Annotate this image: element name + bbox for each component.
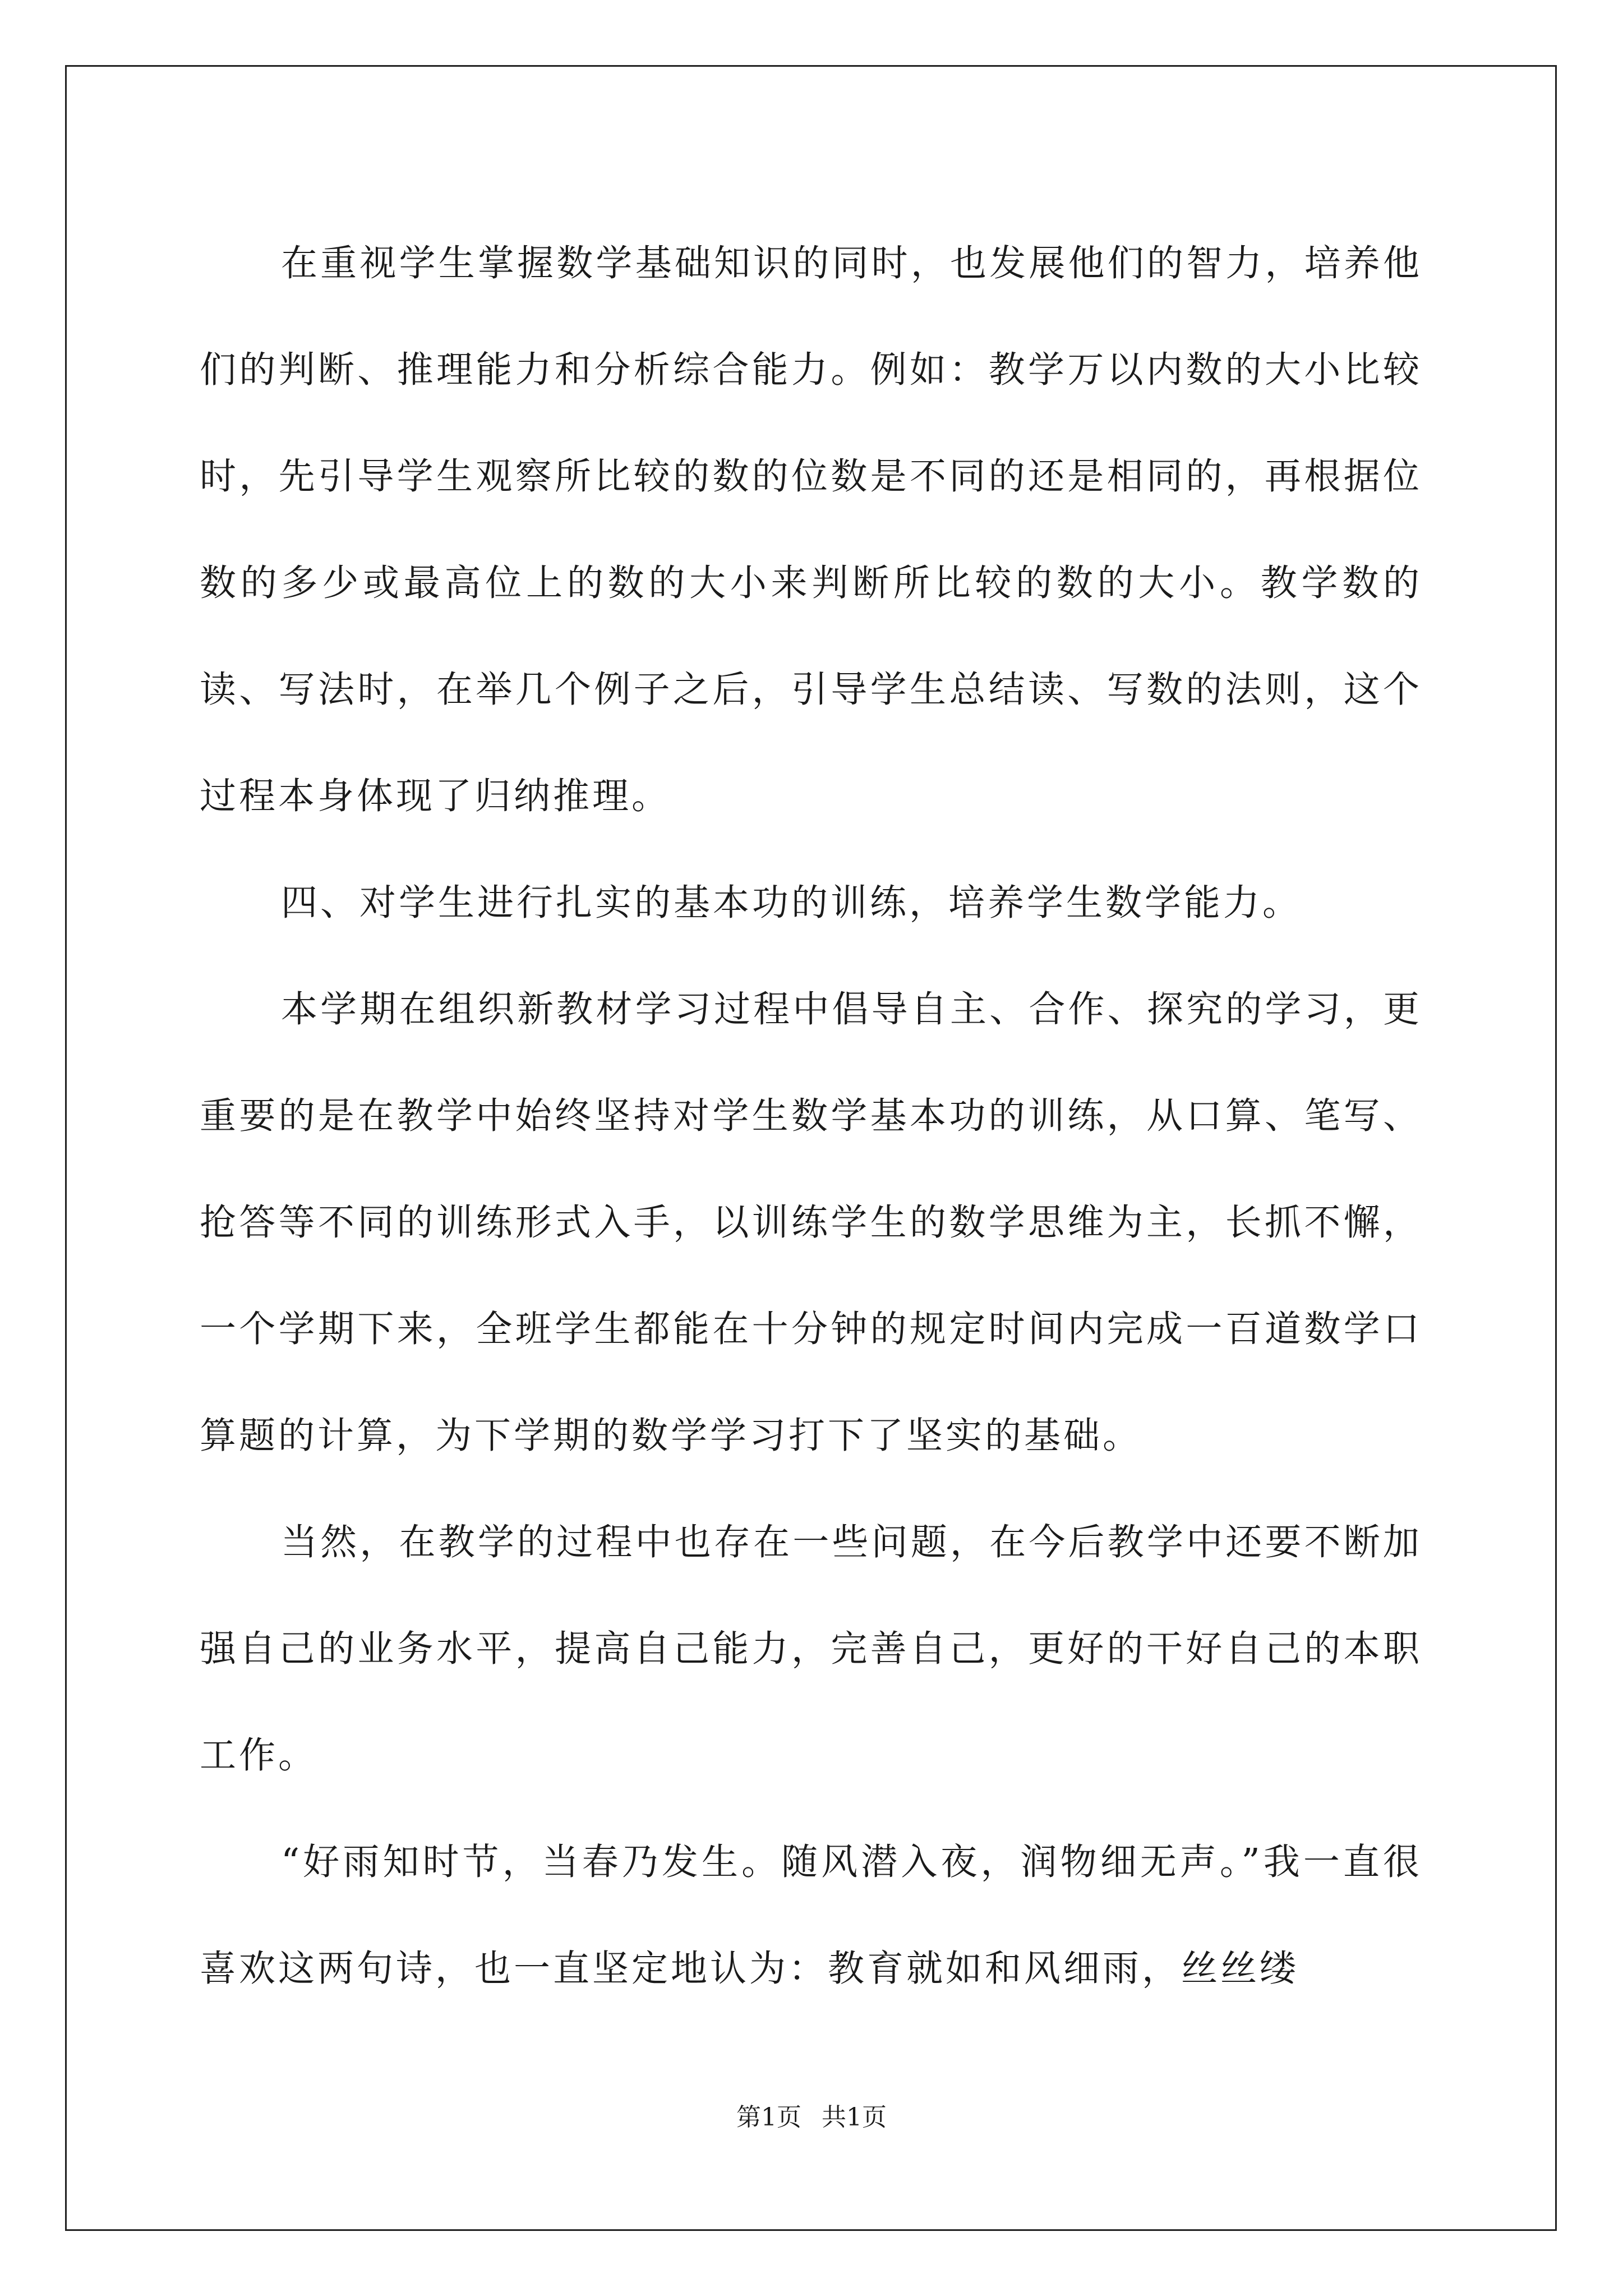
- page-total: 共1页: [822, 2103, 887, 2132]
- paragraph: 在重视学生掌握数学基础知识的同时，也发展他们的智力，培养他们的判断、推理能力和分析综合能力。例如：教学万以内数的大小比较时，先引导学生观察所比较的数的位数是不同的还是相同的，再根据位数的多少或最高位上的数的大小来判断所比较的数的大小。教学数的读、写法时，在举几个例子之后，引导学生总结读、写数的法则，这个过程本身体现了归纳推理。: [200, 242, 1422, 817]
- paragraph: 当然，在教学的过程中也存在一些问题，在今后教学中还要不断加强自己的业务水平，提高自己能力，完善自己，更好的干好自己的本职工作。: [200, 1521, 1422, 1777]
- document-body: [200, 210, 1422, 2022]
- section-heading: 四、对学生进行扎实的基本功的训练，培养学生数学能力。: [281, 882, 1302, 924]
- paragraph: “好雨知时节，当春乃发生。随风潜入夜，润物细无声。”我一直很喜欢这两句诗，也一直坚定地认为：教育就如和风细雨，丝丝缕: [200, 1841, 1422, 1990]
- paragraph: 本学期在组织新教材学习过程中倡导自主、合作、探究的学习，更重要的是在教学中始终坚持对学生数学基本功的训练，从口算、笔写、抢答等不同的训练形式入手，以训练学生的数学思维为主，长抓不懈，一个学期下来，全班学生都能在十分钟的规定时间内完成一百道数学口算题的计算，为下学期的数学学习打下了坚实的基础。: [200, 988, 1422, 1457]
- page-footer: [0, 2101, 1623, 2134]
- page-number: 第1页: [736, 2103, 801, 2132]
